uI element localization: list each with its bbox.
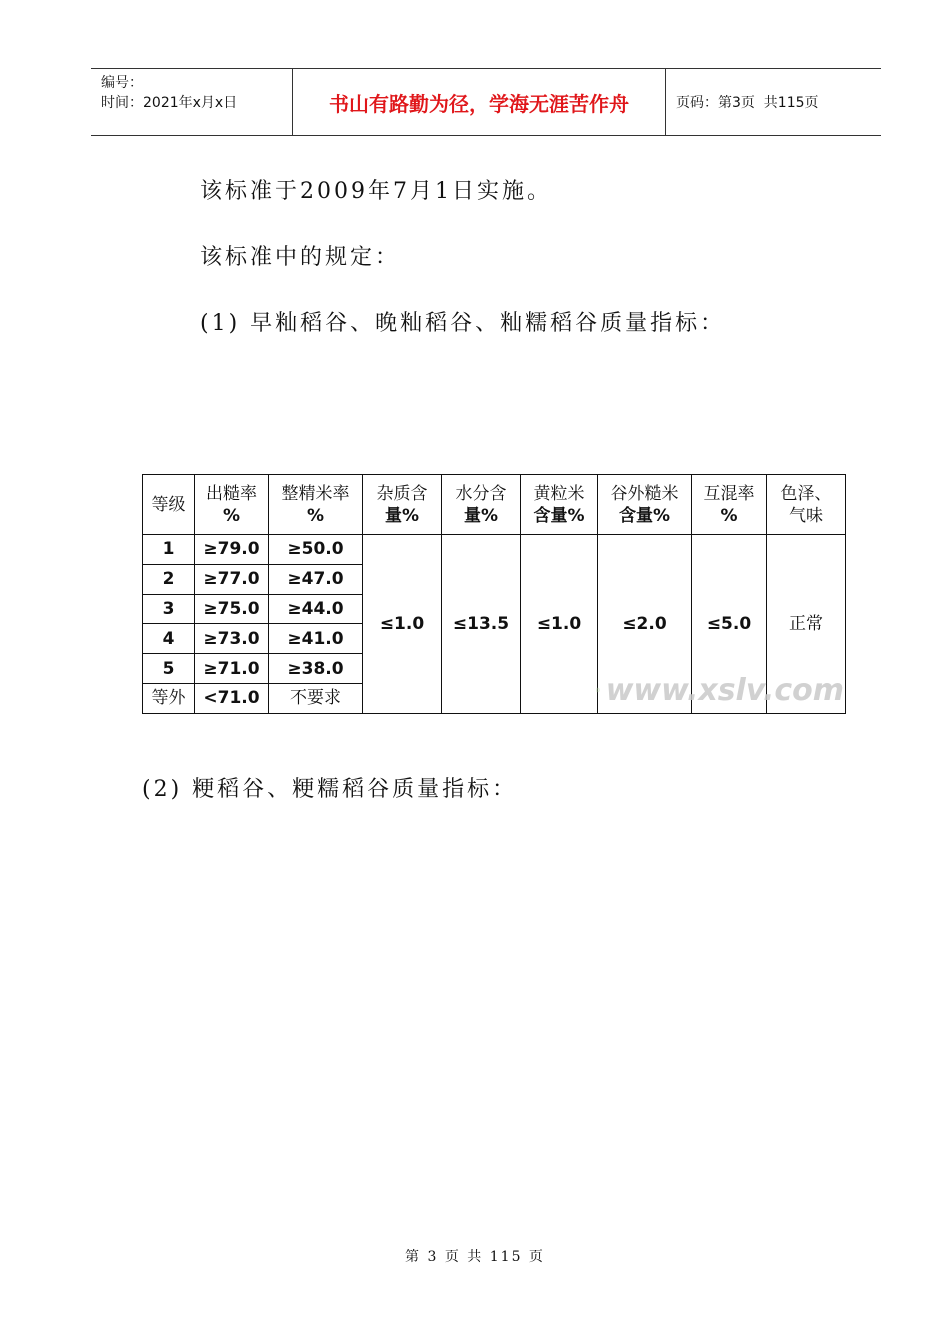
time-label: 时间：2021年x月x日 xyxy=(101,95,238,111)
grade-cell: 3 xyxy=(143,594,195,624)
watermark-text: www.xslv.com xyxy=(605,672,844,708)
header-moisture: 水分含 量% xyxy=(442,475,521,535)
header-head-rice-rate: 整精米率 % xyxy=(269,475,363,535)
wheat-logo-icon xyxy=(596,672,600,708)
document-header xyxy=(91,68,881,136)
header-brown-rice: 谷外糙米 含量% xyxy=(598,475,692,535)
header-husked-rate: 出糙率 % xyxy=(195,475,269,535)
header-yellow-rice: 黄粒米 含量% xyxy=(521,475,598,535)
watermark xyxy=(596,670,844,710)
head-rice-cell: ≥38.0 xyxy=(269,654,363,684)
header-divider xyxy=(665,69,666,135)
paragraph-indica-heading: (1) 早籼稻谷、晚籼稻谷、籼糯稻谷质量指标： xyxy=(200,311,726,336)
header-page-info xyxy=(676,69,819,135)
paragraph-japonica-heading: (2) 粳稻谷、粳糯稻谷质量指标： xyxy=(142,777,518,802)
page-label: 页码：第3页 共115页 xyxy=(676,95,819,111)
moisture-cell: ≤13.5 xyxy=(442,535,521,714)
brown-rice-cell: ≤2.0 xyxy=(598,535,692,714)
grade-cell: 2 xyxy=(143,564,195,594)
head-rice-cell: ≥41.0 xyxy=(269,624,363,654)
paragraph-effective-date: 该标准于2009年7月1日实施。 xyxy=(200,179,552,204)
page-footer: 第 3 页 共 115 页 xyxy=(405,1249,545,1265)
head-rice-cell: ≥50.0 xyxy=(269,535,363,565)
header-color-odor: 色泽、 气味 xyxy=(767,475,846,535)
grade-cell: 5 xyxy=(143,654,195,684)
header-impurity: 杂质含 量% xyxy=(363,475,442,535)
header-grade: 等级 xyxy=(143,475,195,535)
yellow-rice-cell: ≤1.0 xyxy=(521,535,598,714)
grade-cell: 4 xyxy=(143,624,195,654)
table-row xyxy=(143,535,846,565)
husked-cell: ≥71.0 xyxy=(195,654,269,684)
color-odor-cell: 正常 xyxy=(767,535,846,714)
grade-cell: 等外 xyxy=(143,683,195,713)
head-rice-cell: ≥47.0 xyxy=(269,564,363,594)
husked-cell: ≥73.0 xyxy=(195,624,269,654)
table-header-row xyxy=(143,475,846,535)
head-rice-cell: 不要求 xyxy=(269,683,363,713)
husked-cell: ≥77.0 xyxy=(195,564,269,594)
paragraph-provisions: 该标准中的规定： xyxy=(200,245,401,270)
header-mixing-rate: 互混率 % xyxy=(692,475,767,535)
header-meta xyxy=(101,73,237,113)
head-rice-cell: ≥44.0 xyxy=(269,594,363,624)
number-label: 编号： xyxy=(101,75,143,91)
header-motto: 书山有路勤为径，学海无涯苦作舟 xyxy=(329,91,629,116)
husked-cell: <71.0 xyxy=(195,683,269,713)
husked-cell: ≥79.0 xyxy=(195,535,269,565)
husked-cell: ≥75.0 xyxy=(195,594,269,624)
grade-cell: 1 xyxy=(143,535,195,565)
mixing-cell: ≤5.0 xyxy=(692,535,767,714)
impurity-cell: ≤1.0 xyxy=(363,535,442,714)
